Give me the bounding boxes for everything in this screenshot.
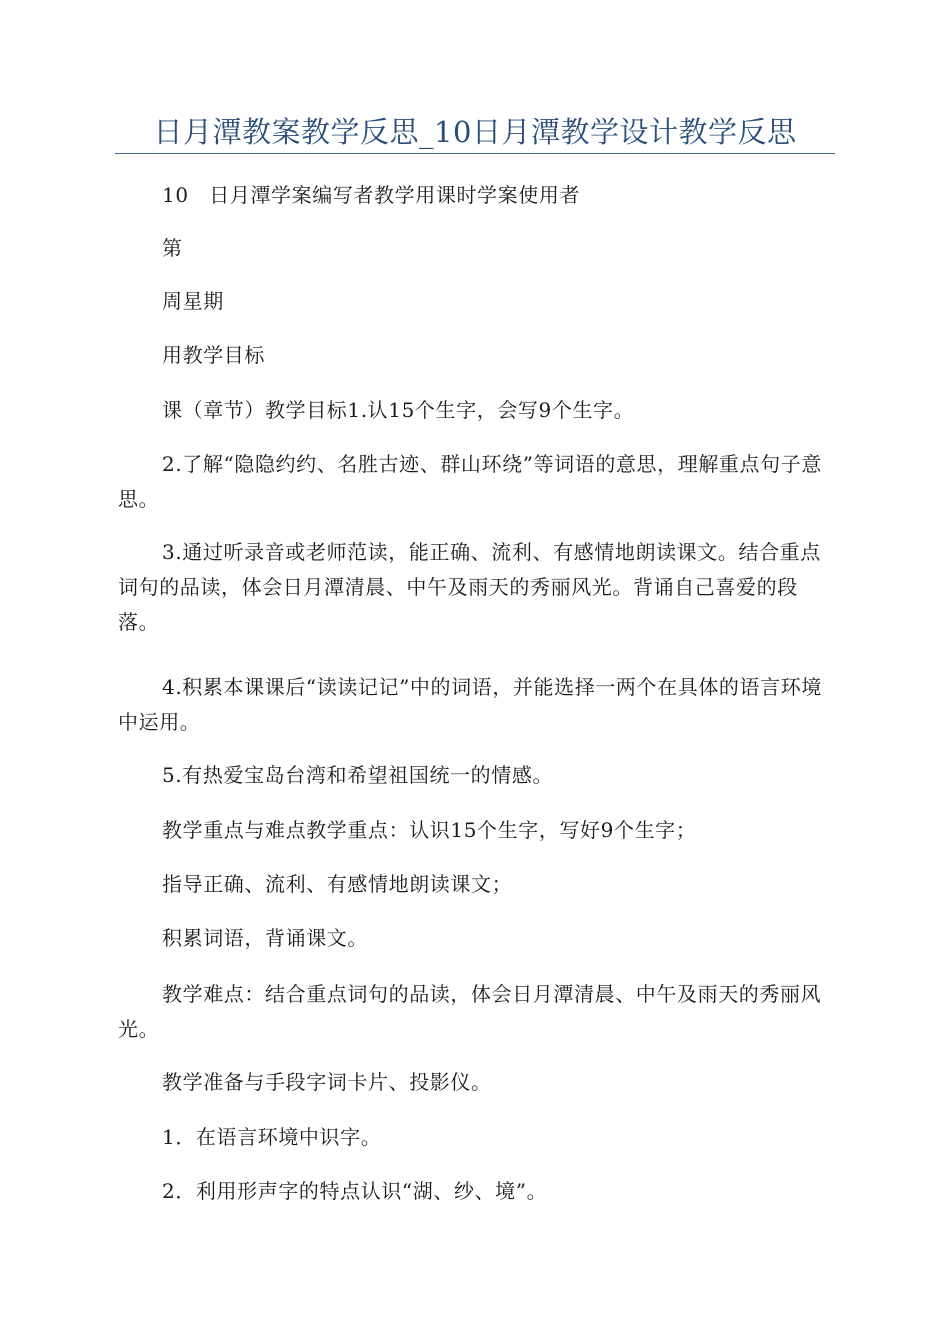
paragraph: 积累词语，背诵课文。 [162,926,368,950]
paragraph: 2.了解“隐隐约约、名胜古迹、群山环绕”等词语的意思，理解重点句子意思。 [118,452,822,511]
paragraph: 5.有热爱宝岛台湾和希望祖国统一的情感。 [162,763,554,787]
paragraph: 教学难点：结合重点词句的品读，体会日月潭清晨、中午及雨天的秀丽风光。 [118,982,822,1041]
document-title: 日月潭教案教学反思_10日月潭教学设计教学反思 [153,115,797,149]
paragraph: 用教学目标 [162,343,265,367]
paragraph: 第 [162,236,183,260]
paragraph: 3.通过听录音或老师范读，能正确、流利、有感情地朗读课文。结合重点词句的品读，体会日月潭清晨、中午及雨天的秀丽风光。背诵自己喜爱的段落。 [118,540,821,634]
paragraph: 10 日月潭学案编写者教学用课时学案使用者 [162,183,581,207]
paragraph: 2．利用形声字的特点认识“湖、纱、境”。 [162,1179,548,1203]
paragraph: 4.积累本课课后“读读记记”中的词语，并能选择一两个在具体的语言环境中运用。 [118,675,822,734]
paragraph: 指导正确、流利、有感情地朗读课文； [162,872,513,896]
paragraph: 课（章节）教学目标1.认15个生字，会写9个生字。 [162,398,635,422]
paragraph: 教学准备与手段字词卡片、投影仪。 [162,1070,492,1094]
paragraph: 1．在语言环境中识字。 [162,1125,382,1149]
paragraph: 教学重点与难点教学重点：认识15个生字，写好9个生字； [162,818,697,842]
paragraph: 周星期 [162,289,224,313]
title-underline [115,153,835,154]
